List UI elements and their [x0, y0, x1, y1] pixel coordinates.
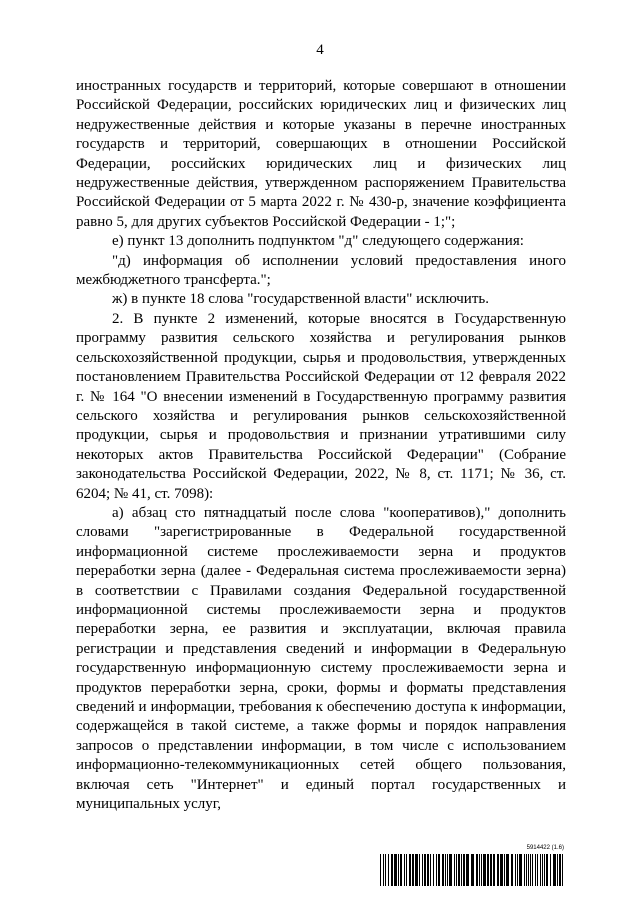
- barcode-bar: [562, 854, 563, 886]
- barcode-bar: [445, 854, 446, 886]
- barcode-bar: [546, 854, 548, 886]
- barcode-bar: [409, 854, 411, 886]
- barcode-bar: [511, 854, 513, 886]
- barcode-bar: [433, 854, 434, 886]
- barcode-bar: [476, 854, 478, 886]
- barcode-bar: [544, 854, 545, 886]
- barcode-bar: [557, 854, 558, 886]
- barcode-bar: [404, 854, 405, 886]
- barcode-bar: [430, 854, 431, 886]
- barcode-bar: [454, 854, 455, 886]
- barcode-bar: [438, 854, 440, 886]
- barcode-bar: [436, 854, 437, 886]
- paragraph-item-a: а) абзац сто пятнадцатый после слова "кооперативов)," дополнить словами "зарегистрированные в Федеральной государственной информационной системе прослеживаемости зерна и продуктов переработки зерна (далее - Федеральная система прослеживаемости зерна) в соответствии с Правилами создания Федеральной государственной информационной системы прослеживаемости зерна и продуктов переработки зерна, ее развития и эксплуатации, включая правила регистрации и представления сведений и информации в Федеральную государственную информационную систему прослеживаемости зерна и продуктов переработки зерна, сроки, формы и форматы представления сведений и информации, требования к обеспечению доступа к информации, содержащейся в такой системе, а также формы и порядок направления запросов о представлении информации, в том числе с использованием информационно-телекоммуникационных сетей общего пользования, включая сеть "Интернет" и единый портал государственных и муниципальных услуг,: [76, 504, 566, 813]
- barcode-bar: [447, 854, 448, 886]
- barcode-bar: [415, 854, 418, 886]
- barcode-bar: [422, 854, 423, 886]
- barcode-bar: [526, 854, 527, 886]
- barcode-bar: [479, 854, 480, 886]
- barcode-bar: [466, 854, 469, 886]
- barcode-bar: [427, 854, 429, 886]
- barcode-bar: [550, 854, 551, 886]
- barcode-bar: [442, 854, 444, 886]
- barcode-bar: [530, 854, 531, 886]
- barcode-bar: [535, 854, 536, 886]
- barcode-bar: [483, 854, 486, 886]
- paragraph-item-d: "д) информация об исполнении условий предоставления иного межбюджетного трансферта.";: [76, 252, 566, 289]
- barcode-bar: [517, 854, 518, 886]
- barcode-bar: [456, 854, 457, 886]
- barcode-bar: [537, 854, 538, 886]
- barcode-bar: [458, 854, 460, 886]
- barcode-bar: [449, 854, 452, 886]
- barcode-bar: [528, 854, 529, 886]
- barcode-bar: [391, 854, 393, 886]
- paragraph-section-2: 2. В пункте 2 изменений, которые вносятся в Государственную программу развития сельского хозяйства и регулирования рынков сельскохозяйственной продукции, сырья и продовольствия, утвержденных постановлением Правительства Российской Федерации от 12 февраля 2022 г. № 164 "О внесении изменений в Государственную программу развития сельского хозяйства и регулирования рынков сельскохозяйственной продукции, сырья и продовольствия и признании утратившими силу некоторых актов Правительства Российской Федерации" (Собрание законодательства Российской Федерации, 2022, № 8, ст. 1171; № 36, ст. 6204; № 41, ст. 7098):: [76, 310, 566, 502]
- barcode-bar: [424, 854, 426, 886]
- barcode: [378, 845, 568, 887]
- barcode-bar: [515, 854, 516, 886]
- barcode-bar: [532, 854, 533, 886]
- barcode-bar: [540, 854, 541, 886]
- barcode-bar: [385, 854, 386, 886]
- barcode-label: 5914422 (1.6): [526, 845, 564, 851]
- barcode-bar: [398, 854, 399, 886]
- barcode-bar: [412, 854, 414, 886]
- barcode-bar: [380, 854, 381, 886]
- barcode-bar: [406, 854, 407, 886]
- barcode-bar: [471, 854, 474, 886]
- barcode-bar: [388, 854, 389, 886]
- barcode-bar: [493, 854, 495, 886]
- barcode-bar: [504, 854, 505, 886]
- barcode-bar: [394, 854, 397, 886]
- barcode-bar: [490, 854, 492, 886]
- barcode-bar: [500, 854, 503, 886]
- barcode-bar: [553, 854, 556, 886]
- barcode-bar: [487, 854, 489, 886]
- page-number: 4: [316, 42, 324, 58]
- paragraph-item-e: е) пункт 13 дополнить подпунктом "д" следующего содержания:: [112, 233, 524, 250]
- paragraph-continuation: иностранных государств и территорий, которые совершают в отношении Российской Федерации, российских юридических лиц и физических лиц недружественные действия и которые указаны в перечне иностранных государств и территорий, совершающих в отношении Российской Федерации, российских юридических лиц и физических лиц недружественные действия, утвержденном распоряжением Правительства Российской Федерации от 5 марта 2022 г. № 430-р, значение коэффициента равно 5, для других субъектов Российской Федерации - 1;";: [76, 78, 566, 230]
- barcode-bar: [524, 854, 525, 886]
- paragraph-item-zh: ж) в пункте 18 слова "государственной власти" исключить.: [112, 291, 489, 308]
- barcode-bar: [383, 854, 384, 886]
- barcode-bar: [497, 854, 499, 886]
- barcode-bar: [463, 854, 465, 886]
- barcode-bar: [461, 854, 462, 886]
- barcode-bar: [419, 854, 420, 886]
- barcode-icon: [378, 854, 568, 886]
- barcode-bar: [481, 854, 482, 886]
- barcode-bar: [519, 854, 522, 886]
- barcode-bar: [542, 854, 543, 886]
- barcode-bar: [400, 854, 402, 886]
- document-body: [76, 77, 566, 814]
- barcode-bar: [559, 854, 561, 886]
- barcode-bar: [506, 854, 509, 886]
